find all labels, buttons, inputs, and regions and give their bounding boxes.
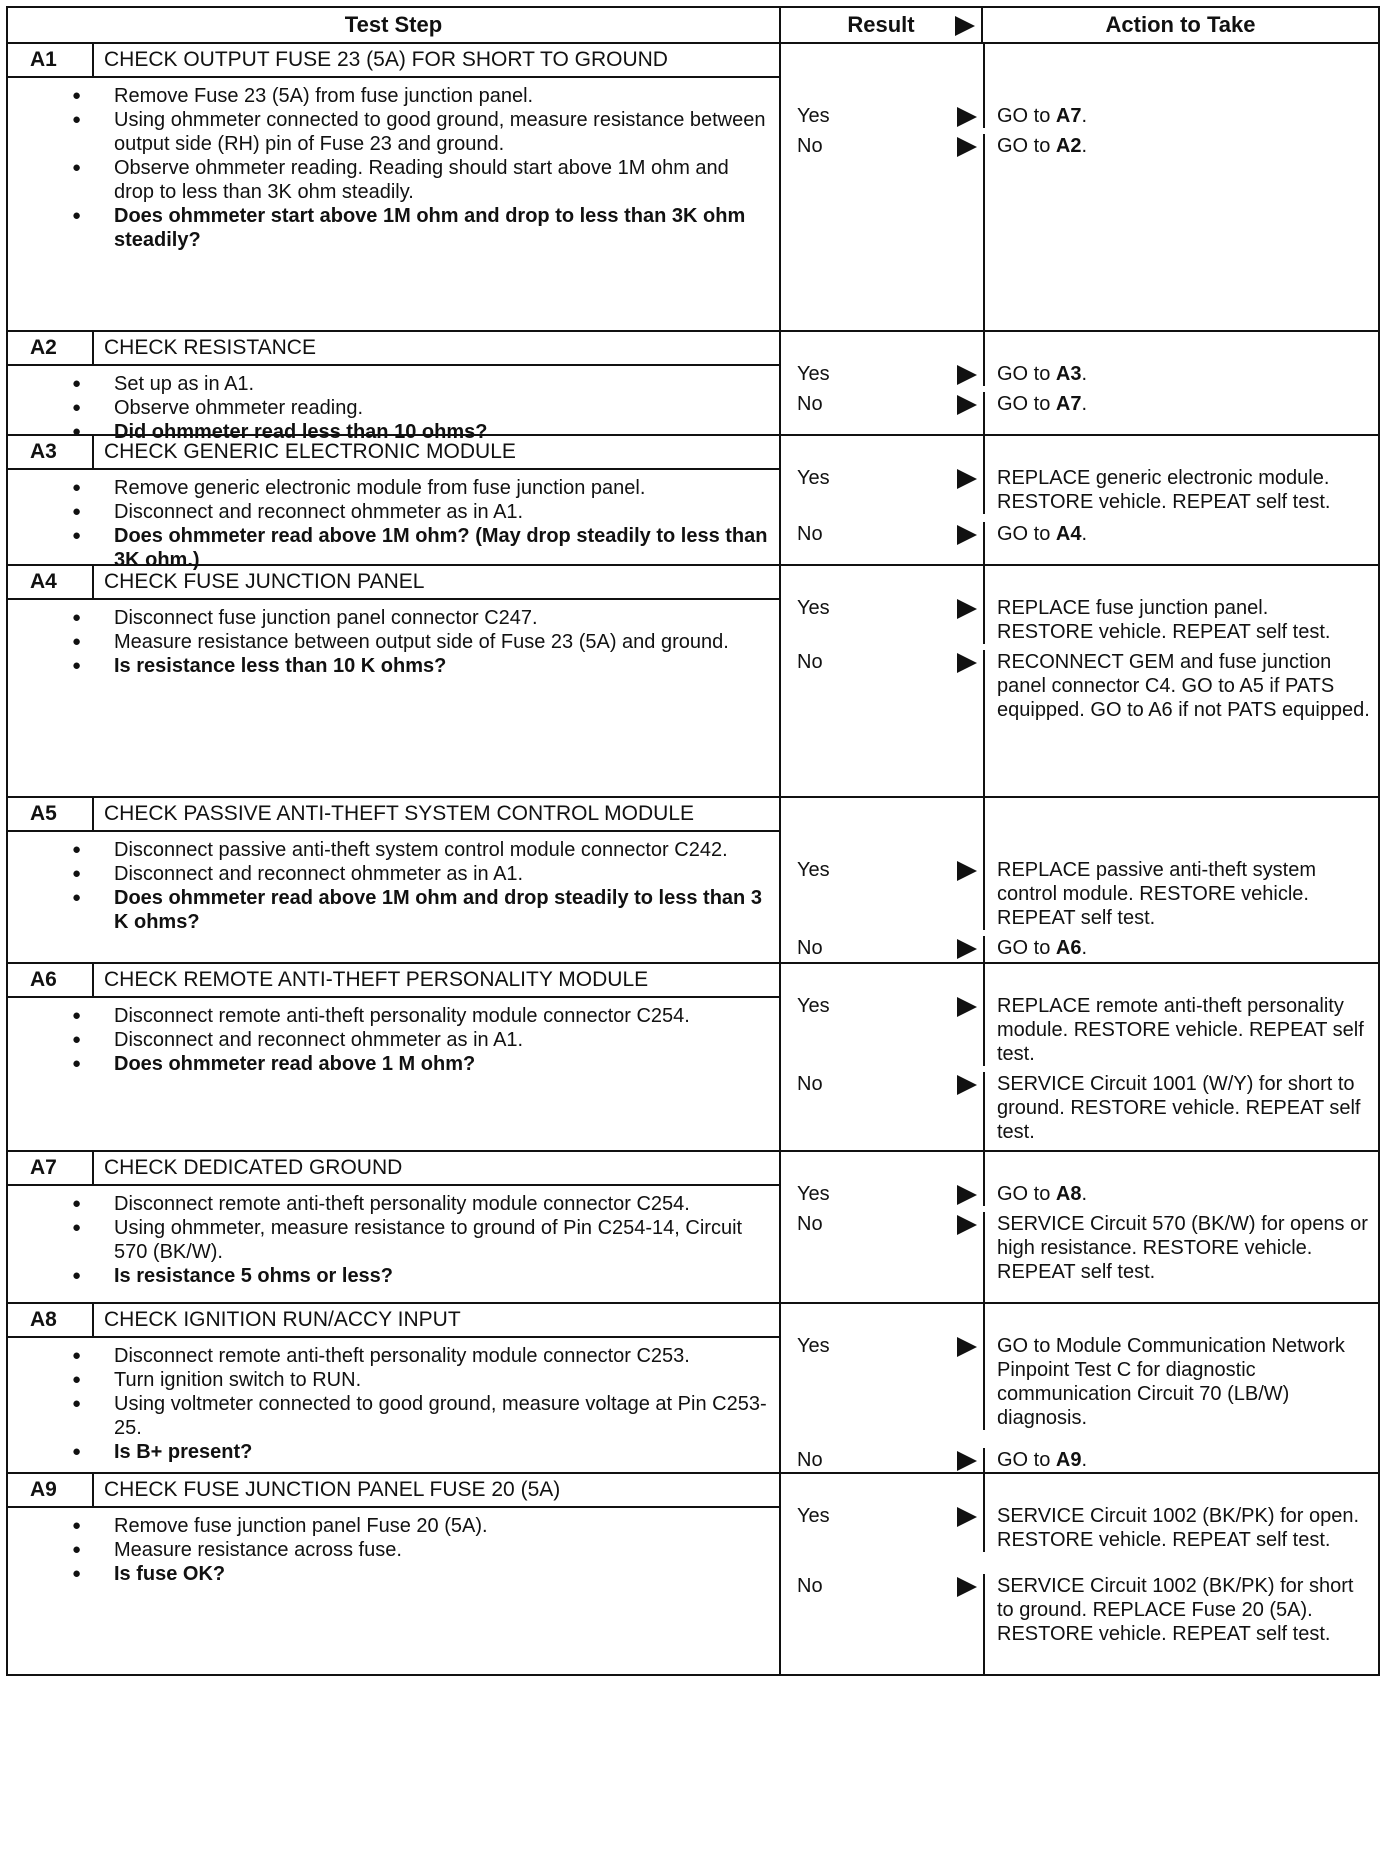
outcome-spacer — [781, 566, 1378, 596]
step-title: CHECK RESISTANCE — [104, 336, 316, 359]
result-spacer — [781, 798, 983, 858]
result-spacer — [781, 1304, 983, 1334]
step-id: A3 — [8, 436, 94, 468]
yes-action-text: REPLACE generic electronic module. RESTORE vehicle. REPEAT self test. — [997, 467, 1331, 513]
instruction-list — [8, 600, 779, 684]
result-filler — [781, 546, 983, 564]
step-title: CHECK OUTPUT FUSE 23 (5A) FOR SHORT TO GROUND — [104, 48, 668, 71]
arrow-right-icon — [957, 1185, 977, 1205]
action-spacer — [983, 1152, 1378, 1182]
result-filler — [781, 960, 983, 962]
steps-body — [8, 44, 1378, 1674]
outcome-filler — [781, 158, 1378, 330]
result-spacer — [781, 332, 983, 362]
yes-action-text: GO to — [997, 1183, 1056, 1205]
step-question: ● Did ohmmeter read less than 10 ohms? — [114, 420, 769, 444]
outcome-filler — [781, 1144, 1378, 1150]
no-outcome-row — [781, 1072, 1378, 1144]
action-filler — [983, 960, 1378, 962]
outcome-filler — [781, 1646, 1378, 1674]
test-step-a9 — [8, 1474, 1378, 1674]
step-title: CHECK FUSE JUNCTION PANEL — [104, 570, 425, 593]
arrow-right-icon — [957, 395, 977, 415]
yes-result — [781, 1334, 983, 1430]
instruction-item: ● Set up as in A1. — [114, 372, 769, 396]
yes-label: Yes — [797, 1183, 830, 1205]
yes-action — [983, 596, 1378, 644]
yes-result — [781, 596, 983, 644]
step-title: CHECK REMOTE ANTI-THEFT PERSONALITY MODULE — [104, 968, 649, 991]
instruction-item: ● Remove Fuse 23 (5A) from fuse junction panel. — [114, 84, 769, 108]
result-action-cell — [781, 798, 1378, 962]
result-action-cell — [781, 1474, 1378, 1674]
yes-action — [983, 1334, 1378, 1430]
action-filler — [983, 1284, 1378, 1302]
step-question: ● Is fuse OK? — [114, 1562, 769, 1586]
instruction-item: ● Measure resistance across fuse. — [114, 1538, 769, 1562]
step-id: A2 — [8, 332, 94, 364]
no-action-text: SERVICE Circuit 570 (BK/W) for opens or high resistance. RESTORE vehicle. REPEAT self test. — [997, 1213, 1368, 1283]
outcome-spacer — [781, 1152, 1378, 1182]
no-result — [781, 650, 983, 722]
instruction-item: ● Using voltmeter connected to good ground, measure voltage at Pin C253-25. — [114, 1392, 769, 1440]
no-label: No — [797, 135, 823, 157]
result-filler — [781, 1284, 983, 1302]
action-spacer — [983, 436, 1378, 466]
arrow-right-icon — [955, 16, 975, 36]
no-action-tail: . — [1081, 1449, 1088, 1471]
yes-result — [781, 994, 983, 1066]
test-step-a8 — [8, 1304, 1378, 1474]
arrow-right-icon — [957, 1451, 977, 1471]
result-action-cell — [781, 1304, 1378, 1472]
test-step-cell — [8, 798, 781, 962]
action-filler — [983, 722, 1378, 796]
step-title: CHECK DEDICATED GROUND — [104, 1156, 403, 1179]
step-id: A4 — [8, 566, 94, 598]
no-action — [983, 1574, 1378, 1646]
action-filler — [983, 546, 1378, 564]
no-label: No — [797, 1575, 823, 1597]
yes-outcome-row — [781, 596, 1378, 644]
yes-label: Yes — [797, 105, 830, 127]
instruction-list — [8, 998, 779, 1082]
step-id: A6 — [8, 964, 94, 996]
no-result — [781, 1574, 983, 1646]
action-spacer — [983, 964, 1378, 994]
outcome-spacer — [781, 44, 1378, 104]
outcome-spacer — [781, 964, 1378, 994]
arrow-right-icon — [957, 599, 977, 619]
action-spacer — [983, 798, 1378, 858]
yes-outcome-row — [781, 362, 1378, 386]
yes-result — [781, 104, 983, 128]
yes-result — [781, 466, 983, 514]
step-id: A9 — [8, 1474, 94, 1506]
no-action — [983, 1212, 1378, 1284]
instruction-list — [8, 78, 779, 258]
no-action — [983, 1072, 1378, 1144]
instruction-item: ● Disconnect and reconnect ohmmeter as in A1. — [114, 1028, 769, 1052]
no-result — [781, 1448, 983, 1472]
test-step-a2 — [8, 332, 1378, 443]
outcome-spacer — [781, 1474, 1378, 1504]
no-outcome-row — [781, 522, 1378, 546]
yes-outcome-row — [781, 994, 1378, 1066]
step-title: CHECK PASSIVE ANTI-THEFT SYSTEM CONTROL MODULE — [104, 802, 695, 825]
instruction-item: ● Turn ignition switch to RUN. — [114, 1368, 769, 1392]
header-result — [781, 8, 983, 42]
instruction-list — [8, 832, 779, 940]
no-outcome-row — [781, 1448, 1378, 1472]
result-spacer — [781, 1474, 983, 1504]
yes-outcome-row — [781, 1504, 1378, 1552]
yes-action-tail: . — [1081, 1183, 1088, 1205]
action-filler — [983, 158, 1378, 330]
action-spacer — [983, 1304, 1378, 1334]
action-spacer — [983, 1474, 1378, 1504]
yes-action-text: GO to — [997, 105, 1056, 127]
test-step-a7 — [8, 1152, 1378, 1304]
no-outcome-row — [781, 1574, 1378, 1646]
no-goto-step: A4 — [1055, 523, 1082, 545]
yes-result — [781, 1504, 983, 1552]
arrow-right-icon — [957, 1215, 977, 1235]
step-title-row — [8, 964, 779, 998]
no-action-text: GO to — [997, 1449, 1056, 1471]
instruction-item: ● Disconnect and reconnect ohmmeter as in A1. — [114, 862, 769, 886]
instruction-item: ● Observe ohmmeter reading. — [114, 396, 769, 420]
step-title-row — [8, 798, 779, 832]
no-action-text: GO to — [997, 135, 1056, 157]
test-step-cell — [8, 1474, 781, 1674]
yes-result — [781, 1182, 983, 1206]
result-spacer — [781, 436, 983, 466]
test-step-cell — [8, 964, 781, 1150]
step-question: ● Does ohmmeter read above 1M ohm? (May drop steadily to less than 3K ohm.) — [114, 524, 769, 572]
step-title-row — [8, 332, 779, 366]
result-filler — [781, 1144, 983, 1150]
action-spacer — [983, 566, 1378, 596]
step-question: ● Is resistance less than 10 K ohms? — [114, 654, 769, 678]
arrow-right-icon — [957, 525, 977, 545]
step-id: A8 — [8, 1304, 94, 1336]
yes-label: Yes — [797, 597, 830, 619]
no-action-text: RECONNECT GEM and fuse junction panel connector C4. GO to A5 if PATS equipped. GO to A6 if not PATS equipped. — [997, 651, 1370, 721]
instruction-item: ● Remove generic electronic module from fuse junction panel. — [114, 476, 769, 500]
no-action-tail: . — [1081, 937, 1088, 959]
test-step-cell — [8, 566, 781, 796]
instruction-list — [8, 1338, 779, 1470]
test-step-a5 — [8, 798, 1378, 964]
yes-goto-step: A8 — [1055, 1183, 1082, 1205]
yes-outcome-row — [781, 466, 1378, 514]
result-action-cell — [781, 964, 1378, 1150]
pinpoint-test-table — [6, 6, 1380, 1676]
yes-label: Yes — [797, 363, 830, 385]
yes-action-text: GO to — [997, 363, 1056, 385]
result-filler — [781, 722, 983, 796]
instruction-item: ● Disconnect fuse junction panel connector C247. — [114, 606, 769, 630]
arrow-right-icon — [957, 861, 977, 881]
instruction-list — [8, 1186, 779, 1294]
yes-action-text: GO to Module Communication Network Pinpoint Test C for diagnostic communication Circuit 70 (LB/W) diagnosis. — [997, 1335, 1345, 1429]
instruction-item: ● Disconnect remote anti-theft personality module connector C254. — [114, 1004, 769, 1028]
instruction-item: ● Disconnect and reconnect ohmmeter as in A1. — [114, 500, 769, 524]
step-question: ● Is B+ present? — [114, 1440, 769, 1464]
yes-result — [781, 362, 983, 386]
arrow-right-icon — [957, 1337, 977, 1357]
result-action-cell — [781, 332, 1378, 434]
yes-action-tail: . — [1081, 105, 1088, 127]
no-action-tail: . — [1081, 523, 1088, 545]
instruction-list — [8, 1508, 779, 1592]
no-result — [781, 522, 983, 546]
instruction-item: ● Disconnect passive anti-theft system control module connector C242. — [114, 838, 769, 862]
instruction-item: ● Using ohmmeter, measure resistance to ground of Pin C254-14, Circuit 570 (BK/W). — [114, 1216, 769, 1264]
arrow-right-icon — [957, 1577, 977, 1597]
test-step-cell — [8, 44, 781, 330]
outcome-spacer — [781, 798, 1378, 858]
header-test-step: Test Step — [8, 8, 781, 42]
test-step-cell — [8, 1304, 781, 1472]
no-action — [983, 134, 1378, 158]
step-title: CHECK IGNITION RUN/ACCY INPUT — [104, 1308, 461, 1331]
yes-outcome-row — [781, 1334, 1378, 1430]
outcome-spacer — [781, 1304, 1378, 1334]
action-filler — [983, 1144, 1378, 1150]
yes-action-text: SERVICE Circuit 1002 (BK/PK) for open. RESTORE vehicle. REPEAT self test. — [997, 1505, 1360, 1551]
result-spacer — [781, 44, 983, 104]
instruction-item: ● Remove fuse junction panel Fuse 20 (5A). — [114, 1514, 769, 1538]
test-step-a4 — [8, 566, 1378, 798]
no-label: No — [797, 651, 823, 673]
no-action-text: SERVICE Circuit 1002 (BK/PK) for short to ground. REPLACE Fuse 20 (5A). RESTORE vehicle. REPEAT self test. — [997, 1575, 1354, 1645]
yes-outcome-row — [781, 858, 1378, 930]
arrow-right-icon — [957, 365, 977, 385]
arrow-right-icon — [957, 1075, 977, 1095]
step-title-row — [8, 44, 779, 78]
step-title-row — [8, 1304, 779, 1338]
no-label: No — [797, 523, 823, 545]
outcome-filler — [781, 960, 1378, 962]
no-label: No — [797, 937, 823, 959]
no-goto-step: A2 — [1055, 135, 1082, 157]
no-action — [983, 650, 1378, 722]
no-action — [983, 936, 1378, 960]
no-action-text: GO to — [997, 523, 1056, 545]
instruction-item: ● Using ohmmeter connected to good ground, measure resistance between output side (RH) pin of Fuse 23 and ground. — [114, 108, 769, 156]
no-result — [781, 1212, 983, 1284]
no-outcome-row — [781, 392, 1378, 416]
step-title: CHECK GENERIC ELECTRONIC MODULE — [104, 440, 516, 463]
arrow-right-icon — [957, 137, 977, 157]
action-spacer — [983, 332, 1378, 362]
arrow-right-icon — [957, 997, 977, 1017]
no-goto-step: A9 — [1055, 1449, 1082, 1471]
instruction-item: ● Disconnect remote anti-theft personality module connector C253. — [114, 1344, 769, 1368]
yes-action — [983, 1182, 1378, 1206]
no-action — [983, 392, 1378, 416]
arrow-right-icon — [957, 107, 977, 127]
outcome-filler — [781, 722, 1378, 796]
yes-label: Yes — [797, 467, 830, 489]
yes-action — [983, 994, 1378, 1066]
step-title-row — [8, 1152, 779, 1186]
outcome-filler — [781, 546, 1378, 564]
step-question: ● Does ohmmeter read above 1M ohm and drop steadily to less than 3 K ohms? — [114, 886, 769, 934]
no-label: No — [797, 1449, 823, 1471]
result-filler — [781, 158, 983, 330]
outcome-filler — [781, 1284, 1378, 1302]
test-step-a1 — [8, 44, 1378, 332]
yes-action — [983, 362, 1378, 386]
result-action-cell — [781, 1152, 1378, 1302]
yes-action-text: REPLACE fuse junction panel. RESTORE vehicle. REPEAT self test. — [997, 597, 1331, 643]
yes-action-text: REPLACE passive anti-theft system control module. RESTORE vehicle. REPEAT self test. — [997, 859, 1317, 929]
step-title-row — [8, 1474, 779, 1508]
instruction-item: ● Observe ohmmeter reading. Reading should start above 1M ohm and drop to less than 3K ohm steadily. — [114, 156, 769, 204]
yes-label: Yes — [797, 995, 830, 1017]
no-outcome-row — [781, 650, 1378, 722]
yes-action-tail: . — [1081, 363, 1088, 385]
no-label: No — [797, 393, 823, 415]
result-filler — [781, 1646, 983, 1674]
yes-action — [983, 466, 1378, 514]
yes-outcome-row — [781, 104, 1378, 128]
result-action-cell — [781, 566, 1378, 796]
no-outcome-row — [781, 134, 1378, 158]
yes-action — [983, 858, 1378, 930]
yes-action-text: REPLACE remote anti-theft personality module. RESTORE vehicle. REPEAT self test. — [997, 995, 1364, 1065]
no-action-tail: . — [1081, 393, 1088, 415]
no-action-text: GO to — [997, 393, 1056, 415]
yes-goto-step: A7 — [1055, 105, 1082, 127]
no-goto-step: A6 — [1055, 937, 1082, 959]
no-label: No — [797, 1213, 823, 1235]
no-action-tail: . — [1081, 135, 1088, 157]
yes-label: Yes — [797, 1335, 830, 1357]
instruction-item: ● Measure resistance between output side of Fuse 23 (5A) and ground. — [114, 630, 769, 654]
yes-result — [781, 858, 983, 930]
step-title: CHECK FUSE JUNCTION PANEL FUSE 20 (5A) — [104, 1478, 561, 1501]
arrow-right-icon — [957, 653, 977, 673]
no-outcome-row — [781, 936, 1378, 960]
instruction-list — [8, 366, 779, 450]
outcome-spacer — [781, 436, 1378, 466]
arrow-right-icon — [957, 939, 977, 959]
no-outcome-row — [781, 1212, 1378, 1284]
no-goto-step: A7 — [1055, 393, 1082, 415]
test-step-a3 — [8, 436, 1378, 571]
instruction-item: ● Disconnect remote anti-theft personality module connector C254. — [114, 1192, 769, 1216]
test-step-cell — [8, 436, 781, 571]
instruction-list — [8, 470, 779, 578]
outcome-spacer — [781, 332, 1378, 362]
result-action-cell — [781, 436, 1378, 564]
test-step-cell — [8, 332, 781, 443]
action-filler — [983, 416, 1378, 434]
yes-label: Yes — [797, 1505, 830, 1527]
header-action: Action to Take — [1105, 12, 1256, 37]
step-question: ● Is resistance 5 ohms or less? — [114, 1264, 769, 1288]
no-label: No — [797, 1073, 823, 1095]
result-spacer — [781, 1152, 983, 1182]
no-result — [781, 392, 983, 416]
step-question: ● Does ohmmeter start above 1M ohm and drop to less than 3K ohm steadily? — [114, 204, 769, 252]
test-step-a6 — [8, 964, 1378, 1152]
no-action-text: SERVICE Circuit 1001 (W/Y) for short to ground. RESTORE vehicle. REPEAT self test. — [997, 1073, 1361, 1143]
yes-outcome-row — [781, 1182, 1378, 1206]
no-action — [983, 522, 1378, 546]
test-step-cell — [8, 1152, 781, 1302]
no-action — [983, 1448, 1378, 1472]
result-spacer — [781, 964, 983, 994]
header-result-label: Result — [847, 12, 915, 37]
arrow-right-icon — [957, 1507, 977, 1527]
step-id: A5 — [8, 798, 94, 830]
result-action-cell — [781, 44, 1378, 330]
arrow-right-icon — [957, 469, 977, 489]
action-filler — [983, 1646, 1378, 1674]
result-filler — [781, 416, 983, 434]
yes-label: Yes — [797, 859, 830, 881]
table-header — [8, 8, 1378, 44]
no-result — [781, 936, 983, 960]
step-id: A1 — [8, 44, 94, 76]
action-spacer — [983, 44, 1378, 104]
no-result — [781, 1072, 983, 1144]
yes-action — [983, 104, 1378, 128]
yes-action — [983, 1504, 1378, 1552]
step-id: A7 — [8, 1152, 94, 1184]
result-spacer — [781, 566, 983, 596]
step-question: ● Does ohmmeter read above 1 M ohm? — [114, 1052, 769, 1076]
no-result — [781, 134, 983, 158]
outcome-filler — [781, 416, 1378, 434]
yes-goto-step: A3 — [1055, 363, 1082, 385]
no-action-text: GO to — [997, 937, 1056, 959]
